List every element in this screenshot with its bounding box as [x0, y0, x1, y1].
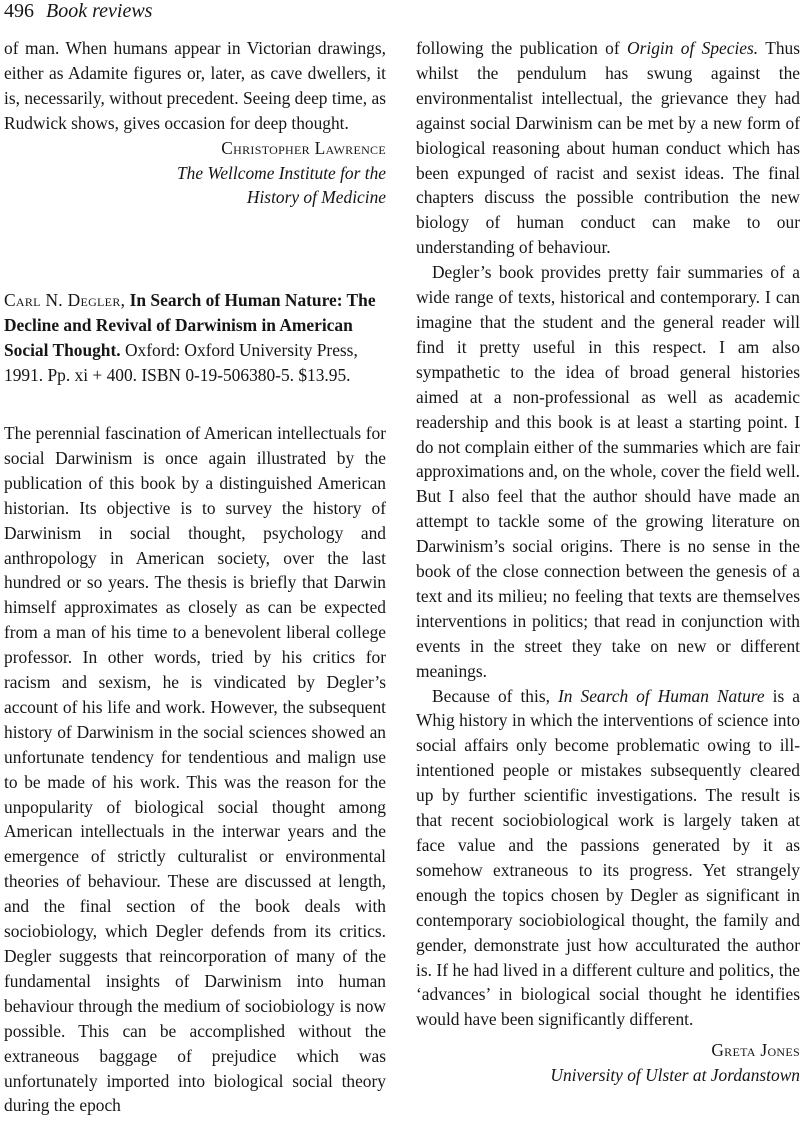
previous-reviewer-signature	[4, 136, 386, 211]
book-publication-details: Oxford: Oxford University Press, 1991. Pp. xi + 400. ISBN 0-19-506380-5. $13.95.	[4, 340, 358, 386]
previous-reviewer-affiliation-2: History of Medicine	[246, 187, 386, 208]
reviewer-name: Greta Jones	[711, 1040, 800, 1061]
page-header	[4, 0, 152, 26]
review-paragraph-1: The perennial fascination of American intellectuals for social Darwinism is once again illustrated by the publication of this book by a distinguished American historian. Its objective is to survey the history of Darwinism in social thought, psychology and anthropology in American society, over the last hundred or so years. The thesis is briefly that Darwin himself approximates as closely as can be expected from a man of his time to a benevolent liberal college professor. In other words, tried by his critics for racism and sexism, he is vindicated by Degler’s account of his life and work. However, the subsequent history of Darwinism in the social sciences showed an unfortunate tendency for tendentious and malign use to be made of his work. This was the reason for the unpopularity of biological social thought among American intellectuals in the interwar years and the emergence of strictly culturalist or environmental theories of behaviour. These are discussed at length, and the final section of the book deals with sociobiology, which Degler defends from its critics. Degler suggests that reincorporation of many of the fundamental insights of Darwinism into human behaviour through the medium of sociobiology is now possible. This can be accomplished without the extraneous baggage of prejudice which was unfortunately imported into biological social theory during the epoch	[4, 422, 386, 1116]
left-column	[4, 36, 386, 1118]
review-paragraph-1-continued	[416, 36, 800, 260]
reviewer-signature	[416, 1038, 800, 1088]
paragraph-3-book-title: In Search of Human Nature	[557, 685, 765, 706]
previous-reviewer-name: Christopher Lawrence	[221, 137, 386, 158]
continued-text-start: following the publication of	[416, 38, 628, 58]
book-author: Carl N. Degler,	[4, 290, 126, 311]
continued-text-end: Thus whilst the pendulum has swung against the environmentalist intellectual, the grievance they had against social Darwinism can be met by a new form of biological reasoning about human conduct which has been expunged of racist and sexist ideas. The final chapters discuss the possible contribution the new biology of human conduct can make to our understanding of behaviour.	[416, 38, 800, 258]
previous-review-tail: of man. When humans appear in Victorian drawings, either as Adamite figures or, later, as cave dwellers, it is, necessarily, without precedent. Seeing deep time, as Rudwick shows, gives occasion for deep thought.	[4, 38, 386, 133]
origin-of-species-title: Origin of Species.	[627, 38, 759, 58]
running-title: Book reviews	[46, 0, 153, 22]
paragraph-3-lead: Because of this,	[432, 685, 558, 706]
review-paragraph-3	[416, 684, 800, 1033]
bibliographic-entry	[4, 288, 386, 388]
reviewer-affiliation: University of Ulster at Jordanstown	[550, 1065, 800, 1086]
book-title: In Search of Human Nature: The Decline and Revival of Darwinism in American Social Thought.	[4, 290, 376, 361]
review-paragraph-2: Degler’s book provides pretty fair summaries of a wide range of texts, historical and contemporary. I can imagine that the student and the general reader will find it pretty useful in this respect. I am also sympathetic to the idea of broad general histories aimed at a non-professional as well as academic readership and this book is at least a starting point. I do not complain either of the summaries which are fair approximations and, on the whole, cover the field well. But I also feel that the author should have made an attempt to tackle some of the growing literature on Darwinism’s social origins. There is no sense in the book of the close connection between the genesis of a text and its milieu; no feeling that texts are themselves interventions in politics; that read in conjunction with events in the street they take on new or different meanings.	[416, 262, 800, 681]
paragraph-3-body: is a Whig history in which the interventions of science into social affairs only become problematic owing to ill-intentioned people or mistakes subsequently cleared up by further scientific investigations. The result is that recent sociobiological work is largely taken at face value and the passions generated by it as somehow extraneous to its progress. Yet strangely enough the topics chosen by Degler as significant in contemporary sociobiological thought, the family and gender, demonstrate just how acculturated the author is. If he had lived in a different culture and politics, the ‘advances’ in biological social thought he identifies would have been significantly different.	[416, 685, 800, 1030]
previous-reviewer-affiliation-1: The Wellcome Institute for the	[177, 162, 386, 183]
right-column	[416, 36, 800, 1088]
page-number: 496	[4, 0, 34, 22]
